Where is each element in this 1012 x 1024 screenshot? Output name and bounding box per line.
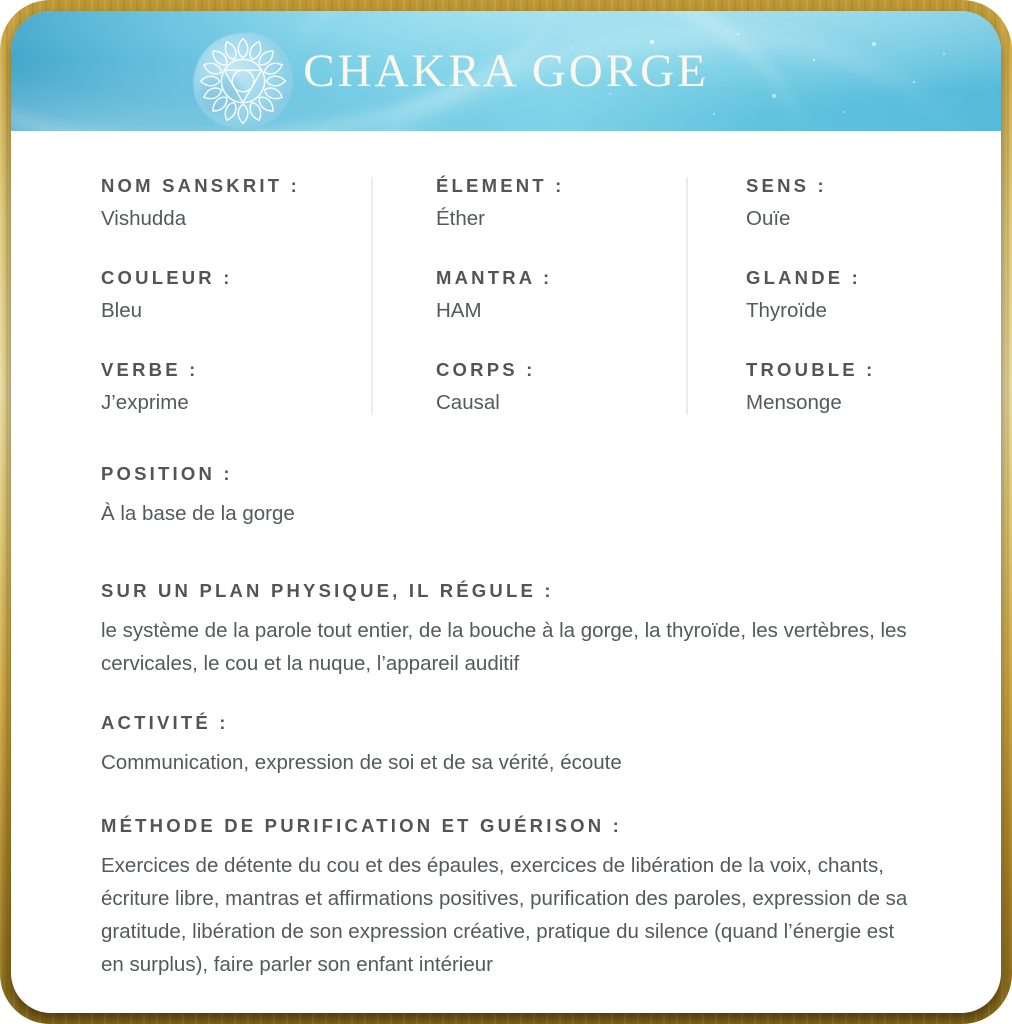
- card: [11, 11, 1001, 1013]
- attribute-value: Ouïe: [746, 207, 791, 230]
- attribute-label: SENS :: [746, 175, 827, 196]
- attribute-value: Vishudda: [101, 207, 187, 230]
- section-plan-physique: [101, 580, 913, 680]
- attribute-label: TROUBLE :: [746, 359, 876, 380]
- attribute-label: COULEUR :: [101, 267, 233, 288]
- attribute-cell-sens: [746, 175, 913, 231]
- section-text: Exercices de détente du cou et des épaules, exercices de libération de la voix, chants, écriture libre, mantras et affirmations positives, purification des paroles, expression de sa gratitude, libération de son expression créative, pratique du silence (quand l’énergie est en surplus), faire parler son enfant intérieur: [101, 854, 908, 976]
- attribute-label: GLANDE :: [746, 267, 862, 288]
- header-banner: [11, 11, 1001, 131]
- attribute-label: VERBE :: [101, 359, 199, 380]
- section-position: [101, 463, 913, 530]
- attribute-cell-couleur: [101, 267, 436, 323]
- attribute-cell-corps: [436, 359, 746, 415]
- attribute-cell-element: [436, 175, 746, 231]
- attribute-label: CORPS :: [436, 359, 536, 380]
- section-text: Communication, expression de soi et de sa vérité, écoute: [101, 751, 622, 774]
- attribute-label: MANTRA :: [436, 267, 553, 288]
- attribute-cell-verbe: [101, 359, 436, 415]
- section-label: SUR UN PLAN PHYSIQUE, IL RÉGULE :: [101, 580, 554, 601]
- attribute-cell-mantra: [436, 267, 746, 323]
- section-label: POSITION :: [101, 463, 233, 484]
- attribute-value: Thyroïde: [746, 299, 827, 322]
- attribute-value: Bleu: [101, 299, 143, 322]
- attribute-value: HAM: [436, 299, 482, 322]
- attribute-value: Mensonge: [746, 391, 842, 414]
- sparkle-dots: [11, 11, 13, 13]
- attributes-grid: [101, 175, 913, 415]
- attribute-value: Éther: [436, 207, 485, 230]
- throat-chakra-icon: [191, 31, 295, 131]
- content-area: [11, 131, 1001, 981]
- column-divider: [686, 177, 688, 415]
- section-activite: [101, 712, 913, 779]
- section-label: MÉTHODE DE PURIFICATION ET GUÉRISON :: [101, 815, 622, 836]
- section-label: ACTIVITÉ :: [101, 712, 229, 733]
- vishuddha-symbol: [195, 33, 291, 129]
- attribute-label: NOM SANSKRIT :: [101, 175, 300, 196]
- attribute-label: ÉLEMENT :: [436, 175, 565, 196]
- attribute-cell-nom-sanskrit: [101, 175, 436, 231]
- page-title: CHAKRA GORGE: [303, 45, 709, 97]
- attribute-cell-glande: [746, 267, 913, 323]
- section-text: le système de la parole tout entier, de la bouche à la gorge, la thyroïde, les vertèbres, les cervicales, le cou et la nuque, l’appareil auditif: [101, 619, 907, 675]
- section-methode: [101, 815, 913, 981]
- attribute-value: J’exprime: [101, 391, 189, 414]
- section-text: À la base de la gorge: [101, 502, 295, 525]
- column-divider: [371, 177, 373, 415]
- attribute-cell-trouble: [746, 359, 913, 415]
- attribute-value: Causal: [436, 391, 500, 414]
